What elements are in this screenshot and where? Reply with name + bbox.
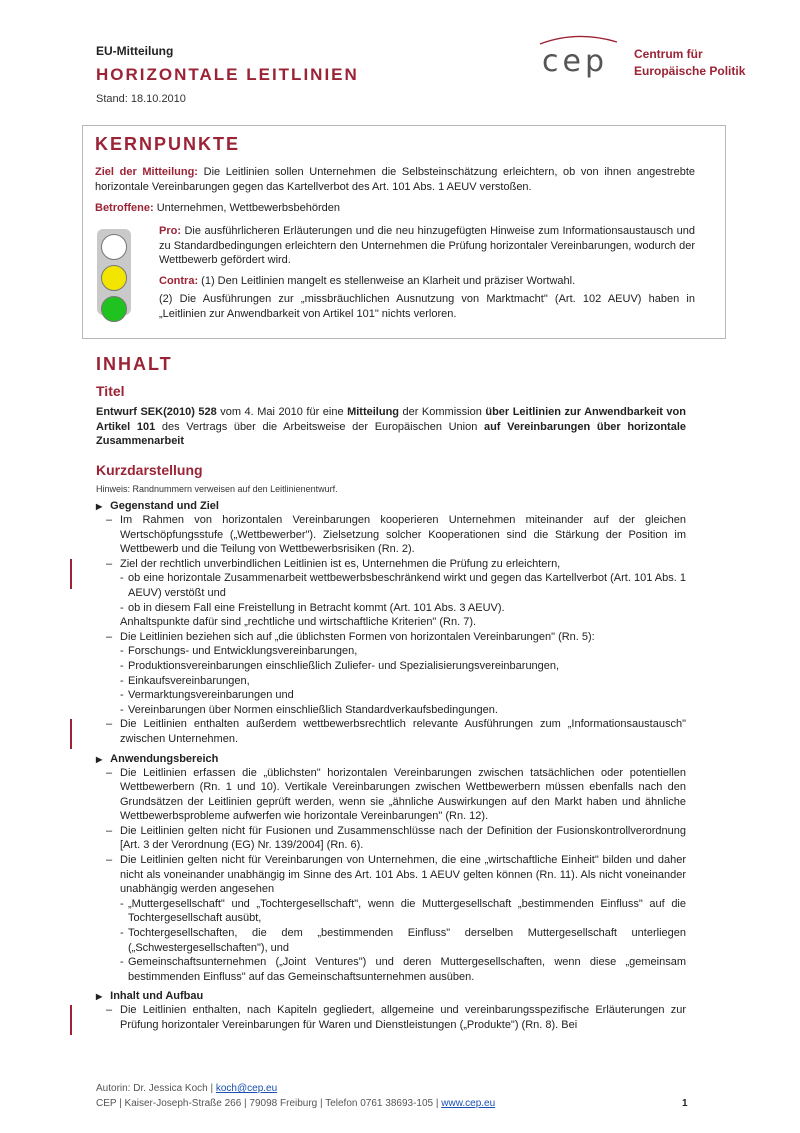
footer-address: CEP | Kaiser-Joseph-Straße 266 | 79098 Freiburg | Telefon 0761 38693-105 | xyxy=(96,1098,439,1109)
list-item-row xyxy=(106,630,686,645)
list-item xyxy=(96,824,686,853)
section-bullet-icon: ▶ xyxy=(96,754,103,764)
dash-bullet: – xyxy=(106,854,113,867)
document-title: HORIZONTALE LEITLINIEN xyxy=(96,65,359,84)
footer-website-link[interactable]: www.cep.eu xyxy=(441,1098,496,1109)
traffic-light-icon xyxy=(97,229,131,315)
dash-bullet: – xyxy=(106,824,113,837)
sub-list-item-text: Einkaufsvereinbarungen, xyxy=(128,674,250,687)
sub-list-item xyxy=(106,688,686,703)
list-item xyxy=(96,853,686,984)
list-item-text: Die Leitlinien enthalten außerdem wettbewerbsrechtlich relevante Ausführungen zum „Informationsaustausch" zwischen Unternehmen. xyxy=(120,718,686,745)
hinweis-text: Hinweis: Randnummern verweisen auf den Leitlinienentwurf. xyxy=(96,484,338,494)
footer-author-line xyxy=(96,1083,277,1094)
contra-label: Contra: xyxy=(159,275,199,287)
sub-list-item xyxy=(106,601,686,616)
titel-part: der Kommission xyxy=(399,406,486,418)
sub-list-item-text: ob eine horizontale Zusammenarbeit wettbewerbsbeschränkend wirkt und gegen das Kartellverbot (Art. 101 Abs. 1 AEUV) verstößt und xyxy=(128,572,686,599)
dash-bullet: – xyxy=(106,514,113,526)
traffic-light-yellow xyxy=(101,265,127,291)
titel-part: des Vertrags über die Arbeitsweise der Europäischen Union xyxy=(155,420,484,433)
section-heading xyxy=(96,500,686,512)
titel-part: auf Vereinbarungen über horizontale Zusammenarbeit xyxy=(96,420,687,448)
list-item xyxy=(96,766,686,824)
list-item xyxy=(96,630,686,718)
sub-bullet: - xyxy=(120,572,124,585)
list-item-row xyxy=(106,513,686,557)
titel-part: über Leitlinien zur Anwendbarkeit von Artikel 101 xyxy=(96,406,686,433)
sub-list-item-text: ob in diesem Fall eine Freistellung in Betracht kommt (Art. 101 Abs. 3 AEUV). xyxy=(128,601,505,614)
ziel-text: Die Leitlinien sollen Unternehmen die Selbsteinschätzung erleichtern, ob von ihnen angestrebte horizontale Vereinbarungen gegen das Kartellverbot des Art. 101 Abs. 1 AEUV verstoßen. xyxy=(95,166,695,193)
pro-label: Pro: xyxy=(159,225,181,237)
list-item-text: Die Leitlinien enthalten, nach Kapiteln gegliedert, allgemeine und vereinbarungsspezifische Erläuterungen zur Prüfung horizontaler Vereinbarungen für Waren und Dienstleistungen („Produkte") (Rn. 8). Bei xyxy=(120,1004,686,1031)
section-title: Gegenstand und Ziel xyxy=(110,500,219,512)
section-bullet-icon: ▶ xyxy=(96,502,103,511)
footer-author: Autorin: Dr. Jessica Koch | xyxy=(96,1083,214,1094)
section-heading xyxy=(96,753,686,765)
sub-list-item xyxy=(106,703,686,718)
section-title: Anwendungsbereich xyxy=(110,752,219,765)
footer-address-line xyxy=(96,1098,495,1109)
kernpunkte-box xyxy=(82,125,726,339)
sub-list-item-text: Tochtergesellschaften, die dem „bestimmenden Einfluss" derselben Muttergesellschaft unterliegen („Schwestergesellschaften"), und xyxy=(128,927,686,954)
sub-list-item xyxy=(106,955,686,984)
section-heading xyxy=(96,990,686,1002)
change-marker xyxy=(70,559,72,589)
titel-paragraph xyxy=(96,405,686,449)
sub-bullet: - xyxy=(120,897,124,910)
sub-list-item xyxy=(106,674,686,689)
sub-list-item-text: Vereinbarungen über Normen einschließlich Standardverkaufsbedingungen. xyxy=(128,703,498,716)
pro-text: Die ausführlicheren Erläuterungen und die neu hinzugefügten Hinweise zum Informationsaustausch und zu Standardbedingungen erleichtern den Unternehmen die Prüfung horizontaler Vereinbarungen, wodurch der Wettbewerb gefördert wird. xyxy=(159,225,695,267)
sub-bullet: - xyxy=(120,659,124,672)
footer-email-link[interactable]: koch@cep.eu xyxy=(215,1083,278,1094)
dash-bullet: – xyxy=(106,630,113,643)
sub-bullet: - xyxy=(120,674,124,687)
list-item-text: Die Leitlinien beziehen sich auf „die üblichsten Formen von horizontalen Vereinbarungen" (Rn. 5): xyxy=(120,630,595,643)
sub-list-item-text: Vermarktungsvereinbarungen und xyxy=(128,689,294,702)
dash-bullet: – xyxy=(106,1004,113,1017)
betroffene-text: Unternehmen, Wettbewerbsbehörden xyxy=(156,202,340,214)
list-item xyxy=(96,1003,686,1032)
sub-bullet: - xyxy=(120,601,124,614)
sub-bullet: - xyxy=(120,645,124,658)
contra-paragraph xyxy=(159,274,695,289)
sub-list-item-text: Produktionsvereinbarungen einschließlich Zuliefer- und Spezialisierungsvereinbarungen, xyxy=(128,659,560,672)
list-item xyxy=(96,717,686,746)
titel-part: vom 4. Mai 2010 für eine xyxy=(216,406,348,418)
page-number: 1 xyxy=(682,1098,688,1109)
logo-line-1: Centrum für xyxy=(634,47,703,61)
sub-bullet: - xyxy=(120,927,124,940)
kurzdarstellung-body xyxy=(96,500,686,1033)
dash-bullet: – xyxy=(106,557,113,570)
dash-bullet: – xyxy=(106,718,113,731)
betroffene-paragraph xyxy=(95,201,695,216)
list-item xyxy=(96,513,686,557)
list-item-row xyxy=(106,766,686,824)
ziel-label: Ziel der Mitteilung: xyxy=(95,166,198,178)
inhalt-heading: INHALT xyxy=(96,354,173,374)
list-item-text: Ziel der rechtlich unverbindlichen Leitlinien ist es, Unternehmen die Prüfung zu erleichtern, xyxy=(120,557,561,570)
pro-paragraph xyxy=(159,224,695,268)
traffic-light-white xyxy=(101,234,127,260)
list-item-text: Die Leitlinien gelten nicht für Vereinbarungen von Unternehmen, die eine „wirtschaftliche Einheit" bilden und daher nicht als voneinander unabhängig im Sinne des Art. 101 Abs. 1 AEUV gelten können (Rn. 11). Als nicht voneinander unabhängig werden angesehen xyxy=(120,854,686,896)
list-item-note: Anhaltspunkte dafür sind „rechtliche und wirtschaftliche Kriterien" (Rn. 7). xyxy=(120,616,477,629)
list-item-text: Im Rahmen von horizontalen Vereinbarungen kooperieren Unternehmen miteinander auf der gleichen Wertschöpfungsstufe („Wettbewerber"). Zielsetzung solcher Kooperationen sind die Stärkung der Position im Wettbewerb und die Teilung von Wettbewerbsrisiken (Rn. 2). xyxy=(120,514,686,556)
document-kicker: EU-Mitteilung xyxy=(96,44,174,58)
list-item-row xyxy=(106,717,686,746)
traffic-light-green xyxy=(101,296,127,322)
sub-list-item-text: Forschungs- und Entwicklungsvereinbarungen, xyxy=(128,645,358,658)
kernpunkte-heading: KERNPUNKTE xyxy=(95,134,241,154)
contra-1: (1) Den Leitlinien mangelt es stellenweise an Klarheit und präziser Wortwahl. xyxy=(201,275,576,287)
logo-org-name xyxy=(634,46,745,80)
sub-list-item xyxy=(106,897,686,926)
sub-list-item xyxy=(106,926,686,955)
contra-2: (2) Die Ausführungen zur „missbräuchlichen Ausnutzung von Marktmacht" (Art. 102 AEUV) haben in „Leitlinien zur Anwendbarkeit von Artikel 101" nichts verloren. xyxy=(159,293,695,320)
change-marker xyxy=(70,719,72,749)
change-marker xyxy=(70,1005,72,1035)
cep-logo xyxy=(522,30,622,92)
sub-bullet: - xyxy=(120,703,124,716)
sub-list-item xyxy=(106,659,686,674)
list-item-text: Die Leitlinien gelten nicht für Fusionen und Zusammenschlüsse nach der Definition der Fusionskontrollverordnung [Art. 3 der Verordnung (EG) Nr. 139/2004] (Rn. 6). xyxy=(120,824,686,852)
logo-text: cep xyxy=(542,44,608,79)
list-item-row xyxy=(106,824,686,853)
sub-bullet: - xyxy=(120,956,124,969)
sub-list-item-text: „Muttergesellschaft" und „Tochtergesellschaft", wenn die Muttergesellschaft „bestimmenden Einfluss" auf die Tochtergesellschaft ausübt, xyxy=(128,897,686,925)
list-item-text: Die Leitlinien erfassen die „üblichsten" horizontalen Vereinbarungen zwischen tatsächlichen oder potentiellen Wettbewerbern (Rn. 1 und 10). Vertikale Vereinbarungen zwischen Wettbewerbern müssen ebenfalls nach den Grundsätzen der Leitlinien geprüft werden, wenn sie „ähnliche Auswirkungen auf den Markt haben und ähnliche Wettbewerbsprobleme aufwerfen wie horizontale Vereinbarungen" (Rn. 12). xyxy=(120,766,686,823)
titel-part: Entwurf SEK(2010) 528 xyxy=(96,406,217,418)
logo-line-2: Europäische Politik xyxy=(634,64,746,78)
list-item xyxy=(96,557,686,630)
titel-part: Mitteilung xyxy=(347,406,400,418)
section-title: Inhalt und Aufbau xyxy=(110,990,204,1003)
kurzdarstellung-heading: Kurzdarstellung xyxy=(96,462,203,478)
list-item-row xyxy=(106,557,686,572)
sub-bullet: - xyxy=(120,689,124,702)
ziel-paragraph xyxy=(95,165,695,194)
document-date: Stand: 18.10.2010 xyxy=(96,93,186,105)
sub-list-item-text: Gemeinschaftsunternehmen („Joint Ventures") und deren Muttergesellschaften, wenn diese „gemeinsam bestimmenden Einfluss" auf das Gemeinschaftsunternehmen ausüben. xyxy=(128,956,686,983)
dash-bullet: – xyxy=(106,766,113,779)
betroffene-label: Betroffene: xyxy=(95,202,154,214)
sub-list-item xyxy=(106,571,686,600)
section-bullet-icon: ▶ xyxy=(96,992,103,1002)
list-item-row xyxy=(106,1003,686,1032)
titel-heading: Titel xyxy=(96,383,125,399)
list-item-row xyxy=(106,853,686,897)
sub-list-item xyxy=(106,644,686,659)
